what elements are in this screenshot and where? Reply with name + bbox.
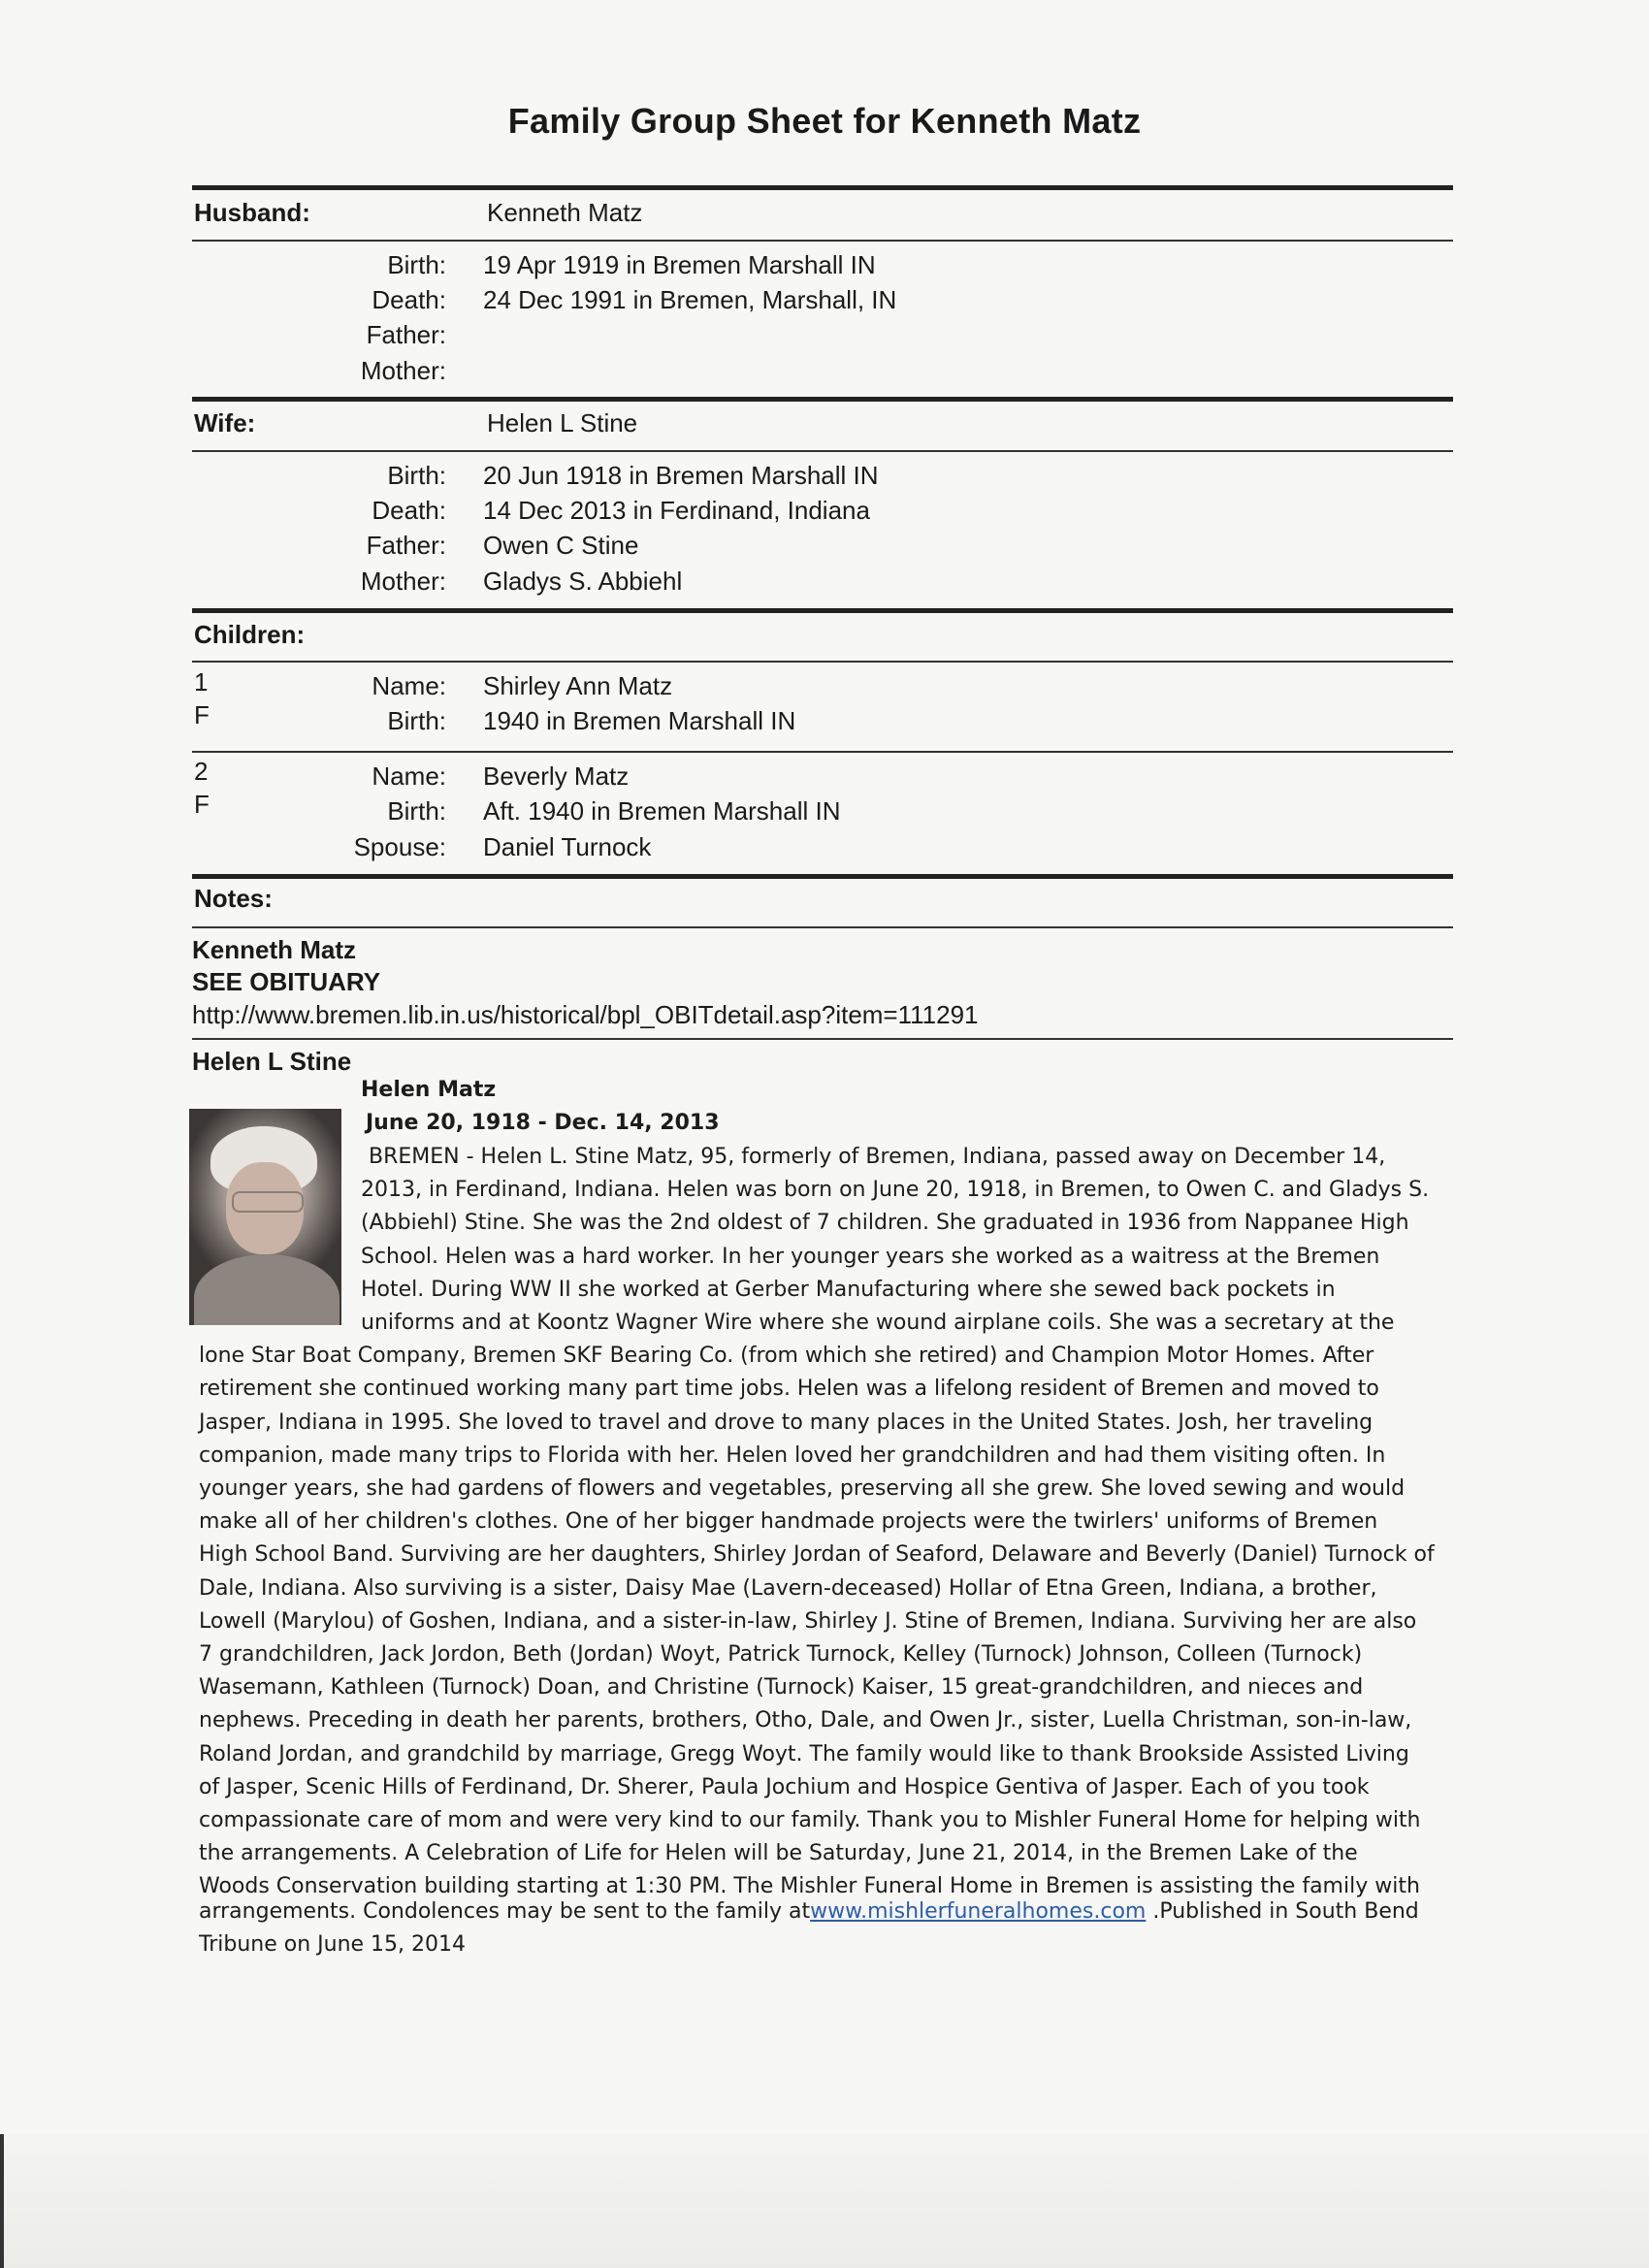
divider [192,450,1453,452]
child-1-number: 1 [194,667,209,697]
child-2-spouse-value: Daniel Turnock [483,832,652,861]
obituary-line: companion, made many trips to Florida with her. Helen loved her grandchildren and had them visiting often. In [199,1442,1386,1468]
wife-birth-label: Birth: [387,461,446,490]
child-1-birth-value: 1940 in Bremen Marshall IN [483,706,796,735]
husband-label: Husband: [194,198,310,227]
obituary-line: uniforms and at Koontz Wagner Wire where she wound airplane coils. She was a secretary at the [361,1311,1395,1335]
obituary-line: Jasper, Indiana in 1995. She loved to travel and drove to many places in the United States. Josh, her traveling [199,1409,1374,1435]
obituary-title: Helen Matz [361,1078,497,1102]
wife-birth-value: 20 Jun 1918 in Bremen Marshall IN [483,461,879,490]
husband-father-label: Father: [366,320,446,349]
obituary-line: make all of her children's clothes. One of her bigger handmade projects were the twirlers' uniforms of Bremen [199,1509,1378,1535]
wife-father-label: Father: [366,531,446,560]
wife-father-value: Owen C Stine [483,531,639,560]
wife-death-value: 14 Dec 2013 in Ferdinand, Indiana [483,496,870,525]
note-kenneth-name: Kenneth Matz [192,935,356,964]
child-2-birth-label: Birth: [387,796,446,826]
obituary-line: Roland Jordan, and grandchild by marriage, Gregg Woyt. The family would like to thank Brookside Assisted Living [199,1741,1409,1766]
obituary-line: retirement she continued working many part time jobs. Helen was a lifelong resident of Bremen and moved to [199,1377,1379,1402]
obituary-line: Lowell (Marylou) of Goshen, Indiana, and a sister-in-law, Shirley J. Stine of Bremen, Indiana. Surviving her are also [199,1608,1417,1634]
obituary-line: High School Band. Surviving are her daughters, Shirley Jordan of Seaford, Delaware and Beverly (Daniel) Turnock of [199,1542,1435,1568]
obituary-line: Tribune on June 15, 2014 [199,1932,467,1957]
child-2-sex: F [194,790,210,819]
obituary-line: of Jasper, Scenic Hills of Ferdinand, Dr. Sherer, Paula Jochium and Hospice Gentiva of Jasper. Each of you took [199,1774,1370,1799]
obituary-line: Woods Conservation building starting at 1:30 PM. The Mishler Funeral Home in Bremen is assisting the family with [199,1874,1420,1899]
child-1-sex: F [194,700,210,729]
obituary-line: Dale, Indiana. Also surviving is a sister, Daisy Mae (Lavern-deceased) Hollar of Etna Green, Indiana, a brother, [199,1575,1377,1601]
portrait-photo [189,1109,341,1325]
divider [192,751,1453,753]
husband-death-label: Death: [372,285,446,314]
obituary-line: 7 grandchildren, Jack Jordon, Beth (Jordan) Woyt, Patrick Turnock, Kelley (Turnock) Johnson, Colleen (Turnock) [199,1642,1363,1667]
wife-death-label: Death: [372,496,446,525]
section-divider [192,185,1453,190]
obituary-line: Wasemann, Kathleen (Turnock) Doan, and Christine (Turnock) Kaiser, 15 great-grandchildren, and nieces and [199,1675,1364,1701]
husband-name: Kenneth Matz [487,198,643,227]
section-divider [192,608,1453,613]
husband-birth-value: 19 Apr 1919 in Bremen Marshall IN [483,250,876,279]
children-label: Children: [194,620,306,649]
child-1-name-value: Shirley Ann Matz [483,671,673,700]
husband-death-value: 24 Dec 1991 in Bremen, Marshall, IN [483,285,897,314]
note-helen-name: Helen L Stine [192,1047,352,1076]
obituary-line: compassionate care of mom and were very kind to our family. Thank you to Mishler Funeral Home for helping with [199,1808,1421,1832]
obituary-line: (Abbiehl) Stine. She was the 2nd oldest of 7 children. She graduated in 1936 from Nappanee High [361,1211,1409,1236]
husband-birth-label: Birth: [387,250,446,279]
divider [192,240,1453,242]
notes-label: Notes: [194,884,273,913]
obituary-line: BREMEN - Helen L. Stine Matz, 95, formerly of Bremen, Indiana, passed away on December 14, [369,1145,1386,1169]
obituary-line: arrangements. Condolences may be sent to the family atwww.mishlerfuneralhomes.com .Published in South Bend [199,1899,1419,1924]
scan-margin [0,2134,1649,2268]
wife-mother-label: Mother: [360,567,446,596]
obituary-line: younger years, she had gardens of flowers and vegetables, preserving all she grew. She loved sewing and would [199,1476,1406,1501]
wife-label: Wife: [194,408,256,437]
obituary-line: nephews. Preceding in death her parents, brothers, Otho, Dale, and Owen Jr., sister, Luella Christman, son-in-law, [199,1708,1412,1733]
husband-mother-label: Mother: [360,356,446,385]
obituary-line: 2013, in Ferdinand, Indiana. Helen was born on June 20, 1918, in Bremen, to Owen C. and Gladys S. [361,1178,1430,1203]
wife-name: Helen L Stine [487,408,638,437]
child-2-name-label: Name: [372,761,446,791]
child-2-number: 2 [194,757,209,786]
child-2-name-value: Beverly Matz [483,761,630,791]
note-see-obituary: SEE OBITUARY [192,967,381,996]
obituary-line: lone Star Boat Company, Bremen SKF Bearing Co. (from which she retired) and Champion Motor Homes. After [199,1344,1374,1369]
child-2-spouse-label: Spouse: [353,832,446,861]
funeral-home-link[interactable]: www.mishlerfuneralhomes.com [810,1899,1147,1924]
section-divider [192,874,1453,879]
divider [192,1038,1453,1040]
page-title: Family Group Sheet for Kenneth Matz [507,101,1142,141]
child-1-birth-label: Birth: [387,706,446,735]
obituary-line: School. Helen was a hard worker. In her younger years she worked as a waitress at the Bremen [361,1244,1380,1269]
divider [192,926,1453,928]
obituary-line: Hotel. During WW II she worked at Gerber Manufacturing where she sewed back pockets in [361,1277,1336,1302]
scan-edge [0,2134,4,2268]
obituary-url[interactable]: http://www.bremen.lib.in.us/historical/bpl_OBITdetail.asp?item=111291 [192,1000,979,1029]
wife-mother-value: Gladys S. Abbiehl [483,567,683,596]
child-1-name-label: Name: [372,671,446,700]
child-2-birth-value: Aft. 1940 in Bremen Marshall IN [483,796,841,826]
divider [192,661,1453,663]
obituary-dates: June 20, 1918 - Dec. 14, 2013 [366,1111,720,1135]
section-divider [192,397,1453,402]
obituary-line: the arrangements. A Celebration of Life for Helen will be Saturday, June 21, 2014, in the Bremen Lake of the [199,1841,1358,1866]
